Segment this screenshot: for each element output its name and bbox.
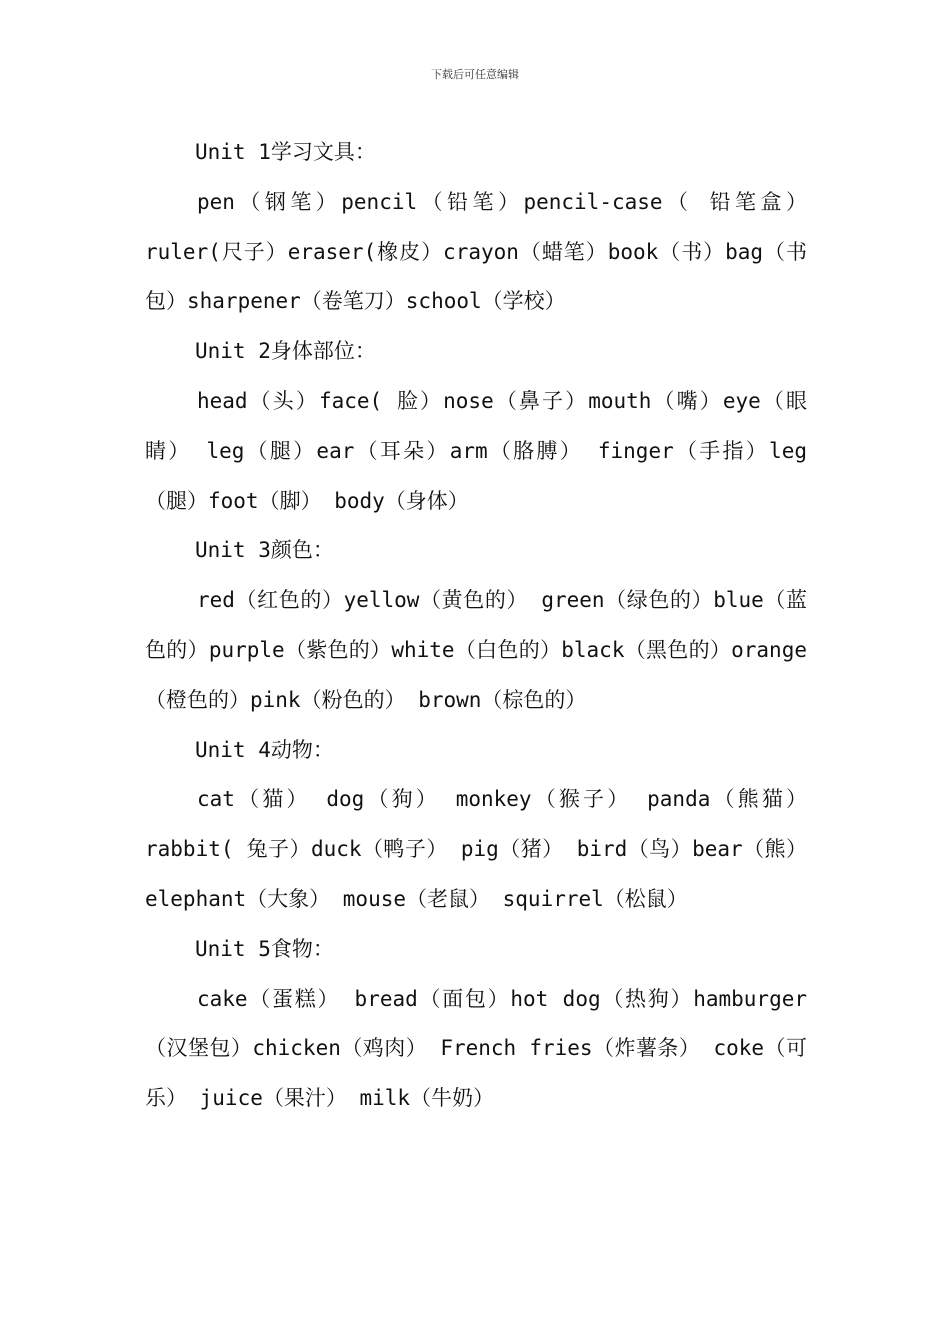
unit-3-words: red（红色的）yellow（黄色的） green（绿色的）blue（蓝色的）purple（紫色的）white（白色的）black（黑色的）orange（橙色的）pink（粉色的） brown（棕色的） <box>145 588 807 712</box>
page-header: 下载后可任意编辑 <box>431 68 519 81</box>
unit-2-heading: Unit 2身体部位： <box>195 339 376 364</box>
unit-3-heading: Unit 3颜色： <box>195 538 334 563</box>
unit-5-words: cake（蛋糕） bread（面包）hot dog（热狗）hamburger（汉堡包）chicken（鸡肉） French fries（炸薯条） coke（可乐） juice（果汁） milk（牛奶） <box>145 986 807 1111</box>
unit-1-heading: Unit 1学习文具： <box>195 140 376 164</box>
unit-5-heading: Unit 5食物： <box>195 936 334 961</box>
vocabulary-list <box>145 128 807 1124</box>
unit-4-heading: Unit 4动物： <box>195 737 334 762</box>
unit-4-words: cat（猫） dog（狗） monkey（猴子） panda（熊猫）rabbit( 兔子）duck（鸭子） pig（猪） bird（鸟）bear（熊） elephant（大象） mouse（老鼠） squirrel（松鼠） <box>145 787 807 911</box>
unit-1-words: pen（钢笔）pencil（铅笔）pencil-case（ 铅笔盒）ruler(尺子）eraser(橡皮）crayon（蜡笔）book（书）bag（书包）sharpener（卷笔刀）school（学校） <box>145 189 807 314</box>
unit-2-words: head（头）face( 脸）nose（鼻子）mouth（嘴）eye（眼睛） leg（腿）ear（耳朵）arm（胳膊） finger（手指）leg（腿）foot（脚） body（身体） <box>145 388 807 513</box>
